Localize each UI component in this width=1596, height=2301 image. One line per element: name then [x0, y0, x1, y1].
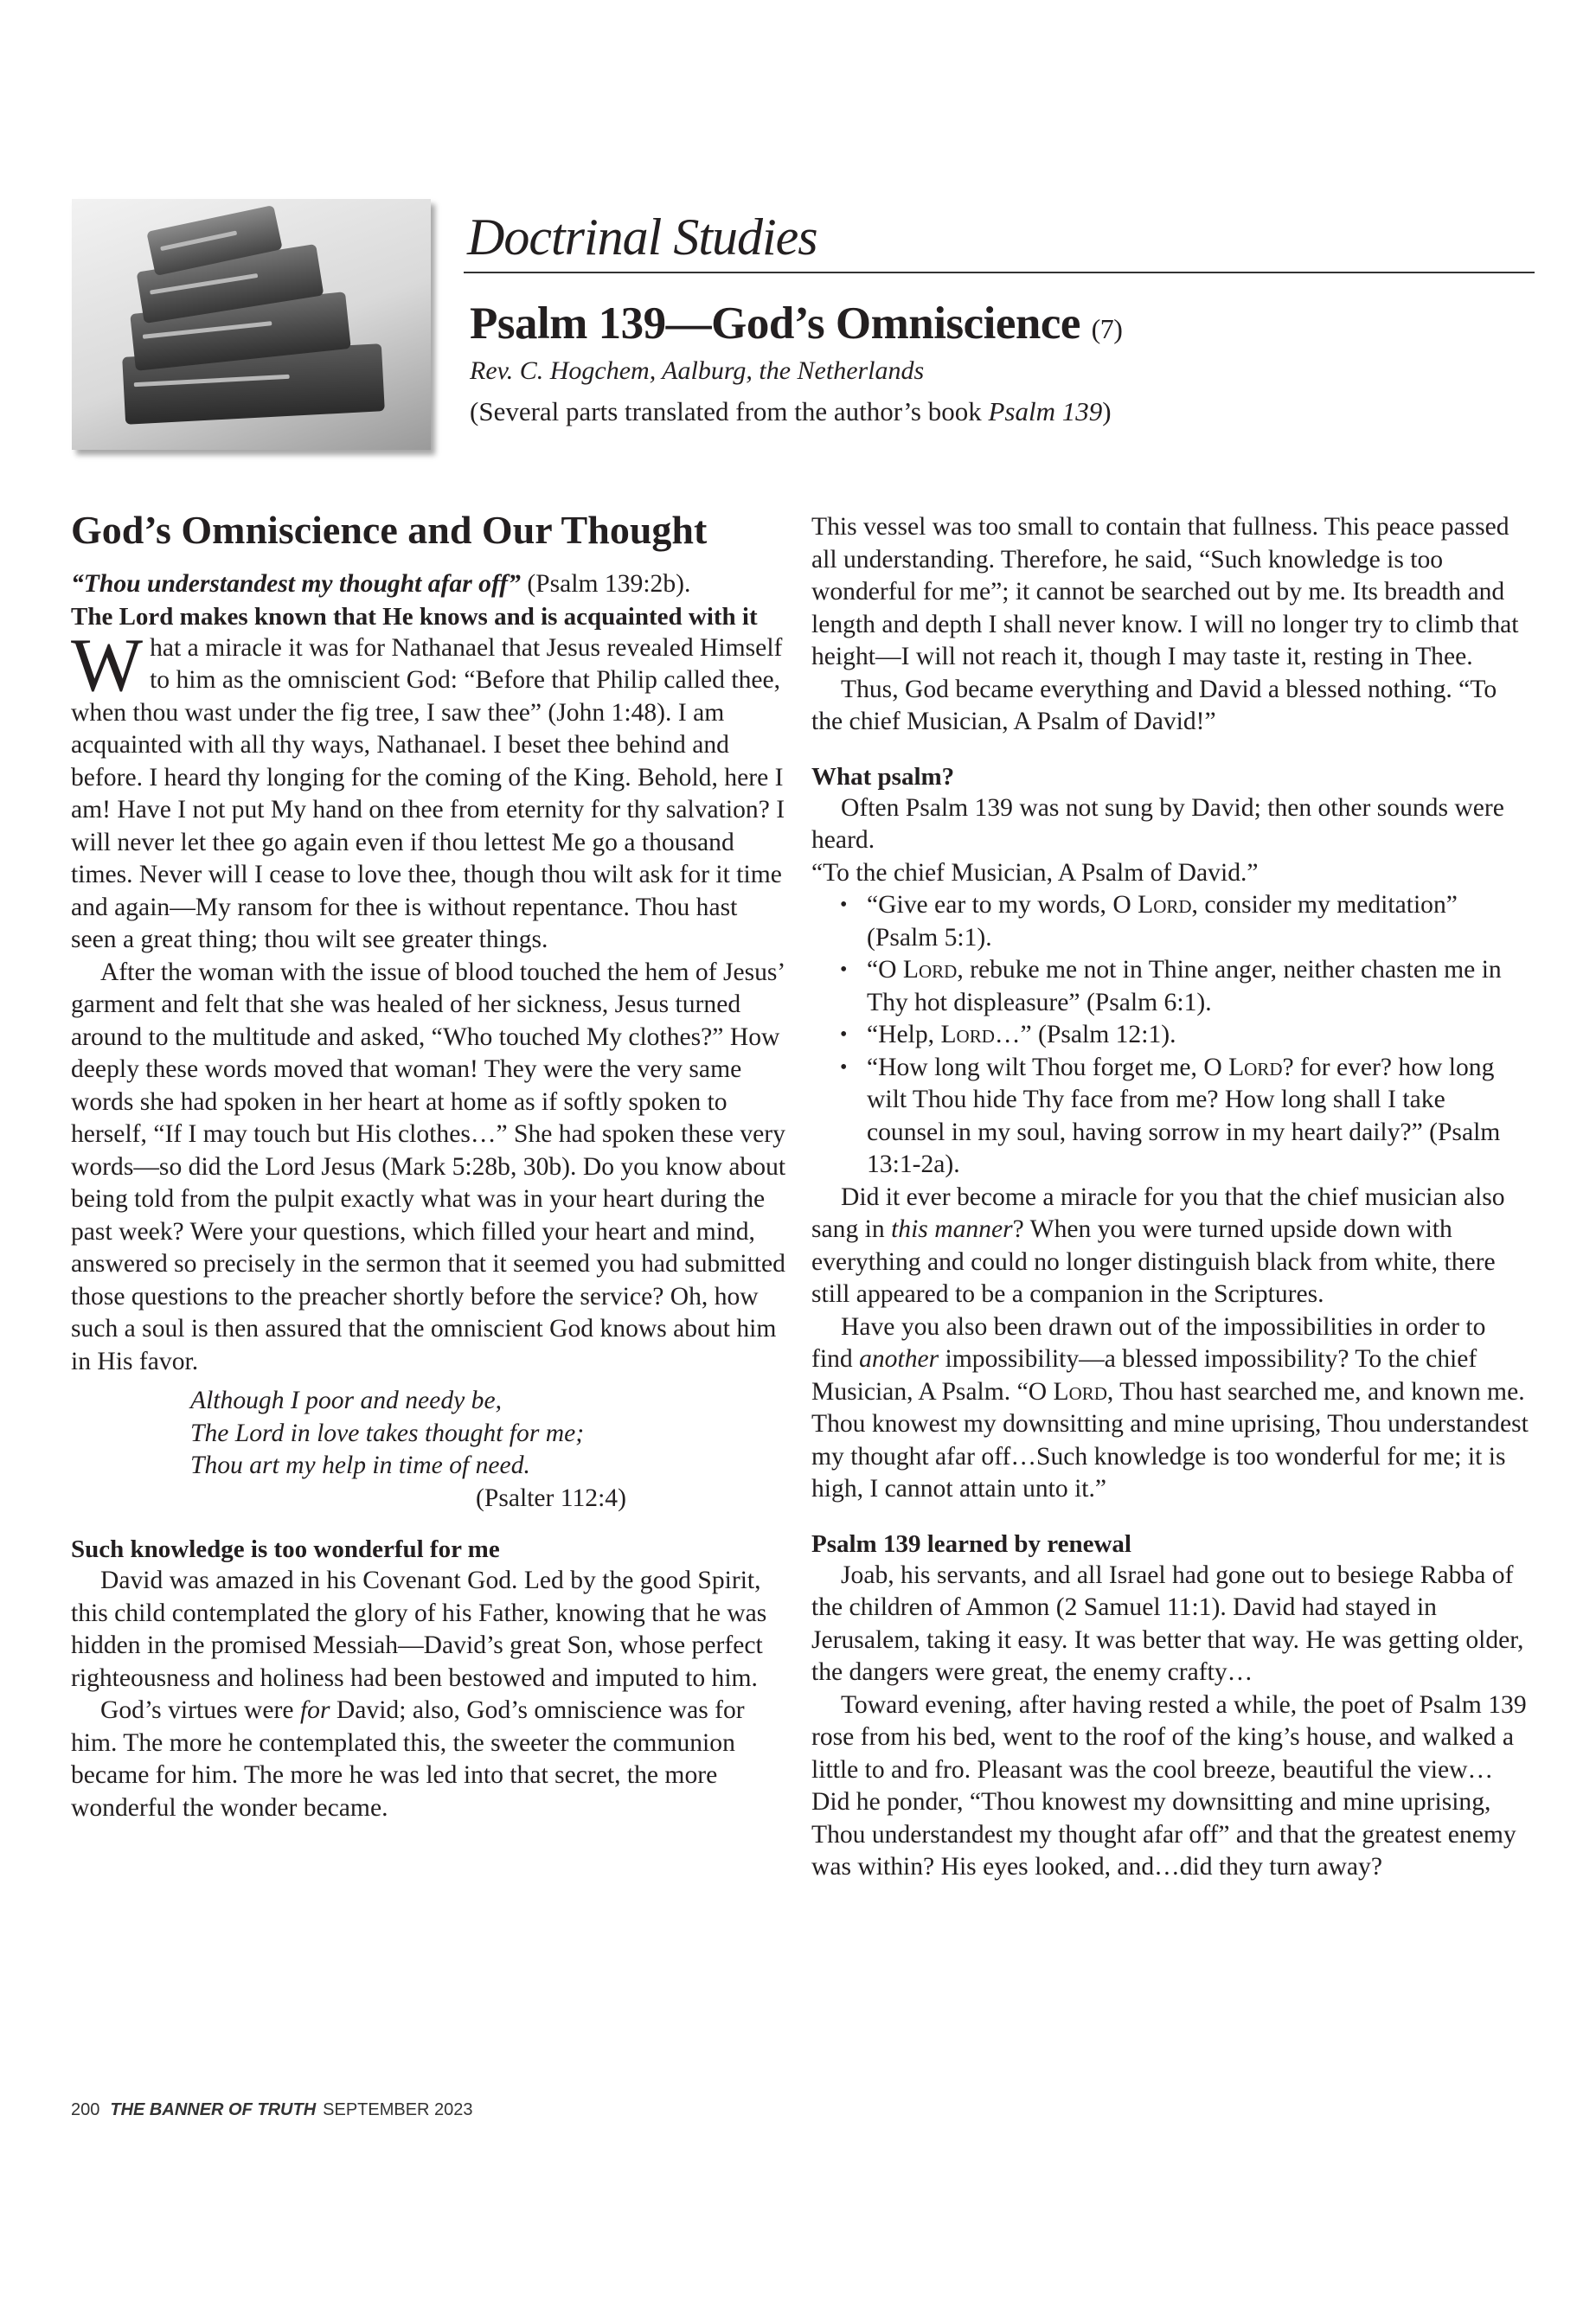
list-item: [811, 1019, 1529, 1052]
paragraph-joab: Joab, his servants, and all Israel had gone out to besiege Rabba of the children of Ammon (2 Samuel 11:1). David had stayed in Jerusalem, taking it easy. It was better that way. He was getting older, the dangers were great, the enemy crafty…: [811, 1561, 1524, 1686]
psalm-list: [811, 889, 1529, 1182]
text-span: David; also, God’s omniscience was for him. The more he contemplated this, the sweeter the communion became for him. The more he was led into that secret, the more wonderful the wonder became.: [71, 1696, 745, 1822]
note-book-title: Psalm 139: [988, 396, 1103, 426]
paragraph-impossibilities: [811, 1311, 1529, 1506]
subheading-what-psalm: What psalm?: [811, 762, 955, 791]
small-caps-lord: Lord: [1228, 1053, 1283, 1081]
paragraph-david-amazed: David was amazed in his Covenant God. Led by the good Spirit, this child contemplated the glory of his Father, knowing that he was hidden in the promised Messiah—David’s great Son, whose perfect righteousness and holiness had been bestowed and imputed to him.: [71, 1567, 767, 1692]
translation-note: [470, 396, 1112, 427]
subheading-renewal: Psalm 139 learned by renewal: [811, 1529, 1131, 1558]
small-caps-lord: Lord: [940, 1021, 995, 1048]
note-text: (Several parts translated from the author’s book: [470, 396, 989, 426]
poem-source: (Psalter 112:4): [476, 1484, 626, 1512]
text-span: , rebuke me not in Thine anger, neither chasten me in Thy hot displeasure” (Psalm 6:1).: [867, 956, 1502, 1016]
paragraph-miracle: [811, 1182, 1529, 1311]
small-caps-lord: Lord: [1138, 891, 1192, 919]
list-item: [811, 889, 1529, 954]
publication-name: THE BANNER OF TRUTH: [110, 2100, 317, 2119]
poem-line: Thou art my help in time of need.: [190, 1452, 530, 1479]
epigraph-ref: (Psalm 139:2b).: [520, 570, 691, 598]
paragraph-vessel: This vessel was too small to contain that fullness. This peace passed all understanding. Therefore, he said, “Such knowledge is too wonderful for me”; it cannot be searched out by me. Its breadth and length and depth I shall never know. I will no longer try to climb that height—I will not reach it, though I may taste it, resting in Thee.: [811, 513, 1519, 670]
text-span: , consider my meditation” (Psalm 5:1).: [867, 891, 1458, 952]
poem-line: Although I poor and needy be,: [190, 1387, 502, 1414]
stacked-books-photo: [72, 199, 431, 450]
text-span: …” (Psalm 12:1).: [994, 1021, 1176, 1048]
list-item: [811, 1052, 1529, 1182]
paragraph-evening: Toward evening, after having rested a while, the poet of Psalm 139 rose from his bed, went to the roof of the king’s house, and walked a little to and fro. Pleasant was the cool breeze, beautiful the view… Did he ponder, “Thou knowest my downsitting and mine uprising, Thou understandest my thought afar off” and that the greatest enemy was within? His eyes looked, and…did they turn away?: [811, 1690, 1527, 1881]
author-byline: Rev. C. Hogchem, Aalburg, the Netherlands: [470, 356, 925, 385]
text-span: “O: [867, 956, 903, 984]
epigraph: [71, 568, 789, 601]
article-title: [470, 298, 1122, 349]
left-column: [71, 506, 789, 1824]
epigraph-quote: “Thou understandest my thought afar off”: [71, 570, 521, 598]
page-number: 200: [71, 2100, 100, 2119]
text-span: impossibility—a blessed impossibility? To the chief Musician, A Psalm. “O: [811, 1345, 1477, 1406]
article-part: (7): [1091, 313, 1123, 344]
note-close: ): [1102, 396, 1112, 426]
emphasis: for: [299, 1696, 330, 1724]
subheading-wonderful: Such knowledge is too wonderful for me: [71, 1535, 500, 1563]
text-span: “How long wilt Thou forget me, O: [867, 1053, 1229, 1081]
text-span: , Thou hast searched me, and known me. Thou knowest my downsitting and mine uprising, Thou understandest my thought afar off…Such knowledge is too wonderful for me; it is high, I cannot attain unto it.”: [811, 1377, 1529, 1503]
emphasis: this manner: [891, 1215, 1013, 1243]
text-span: “Give ear to my words, O: [867, 891, 1138, 919]
list-item: [811, 954, 1529, 1019]
paragraph-woman: After the woman with the issue of blood touched the hem of Jesus’ garment and felt that she was healed of her sickness, Jesus turned around to the multitude and asked, “Who touched My clothes?” How deeply these words moved that woman! They were the very same words she had spoken in her heart at home as if softly spoken to herself, “If I may touch but His clothes…” She had spoken these very words—so did the Lord Jesus (Mark 5:28b, 30b). Do you know about being told from the pulpit exactly what was in your heart during the past week? Were your questions, which filled your heart and mind, answered so precisely in the sermon that it seemed you had submitted those questions to the preacher shortly before the service? Oh, how such a soul is then assured that the omniscient God knows about him in His favor.: [71, 958, 786, 1375]
subheading-acquainted: The Lord makes known that He knows and is acquainted with it: [71, 602, 758, 631]
paragraph-text: hat a miracle it was for Nathanael that Jesus revealed Himself to him as the omniscient God: “Before that Philip called thee, when thou wast under the fig tree, I saw thee” (John 1:48). I am acquainted with all thy ways, Nathanael. I beset thee behind and before. I heard thy longing for the coming of the King. Behold, here I am! Have I not put My hand on thee from eternity for thy salvation? I will never let thee go again even if thou lettest Me go a thousand times. Never will I cease to love thee, though thou wilt ask for it time and again—My ransom for thee is without repentance. Thou hast seen a great thing; thou wilt see greater things.: [71, 633, 785, 953]
drop-cap: W: [71, 623, 144, 708]
text-span: God’s virtues were: [100, 1696, 300, 1724]
text-span: Did it ever become a miracle for you that the chief musician also sang in: [811, 1183, 1505, 1243]
text-span: ? When you were turned upside down with everything and could no longer distinguish black from white, there still appeared to be a companion in the Scriptures.: [811, 1215, 1496, 1308]
psalter-quote: [190, 1385, 789, 1515]
section-rule: [464, 272, 1535, 273]
page-footer: [71, 2100, 473, 2120]
text-span: Have you also been drawn out of the impossibilities in order to find: [811, 1312, 1486, 1373]
paragraph-virtues: [71, 1695, 789, 1824]
emphasis: another: [859, 1345, 939, 1373]
text-span: “Help,: [867, 1021, 941, 1048]
small-caps-lord: Lord: [902, 956, 958, 984]
text-span: ? for ever? how long wilt Thou hide Thy face from me? How long shall I take counsel in my soul, having sorrow in my heart daily?” (Psalm 13:1-2a).: [867, 1053, 1501, 1178]
article-title-text: Psalm 139—God’s Omniscience: [470, 298, 1080, 349]
right-column: [811, 511, 1529, 1884]
paragraph-chief-musician: “To the chief Musician, A Psalm of David.”: [811, 858, 1259, 887]
issue-date: SEPTEMBER 2023: [323, 2100, 473, 2119]
section-label: Doctrinal Studies: [467, 208, 817, 266]
paragraph-other-sounds: Often Psalm 139 was not sung by David; then other sounds were heard.: [811, 793, 1504, 854]
small-caps-lord: Lord: [1053, 1377, 1107, 1406]
paragraph-nathanael: [71, 623, 789, 957]
column-heading: God’s Omniscience and Our Thought: [71, 508, 708, 552]
paragraph-everything: Thus, God became everything and David a blessed nothing. “To the chief Musician, A Psalm of David!”: [811, 675, 1497, 735]
poem-line: The Lord in love takes thought for me;: [190, 1419, 585, 1447]
